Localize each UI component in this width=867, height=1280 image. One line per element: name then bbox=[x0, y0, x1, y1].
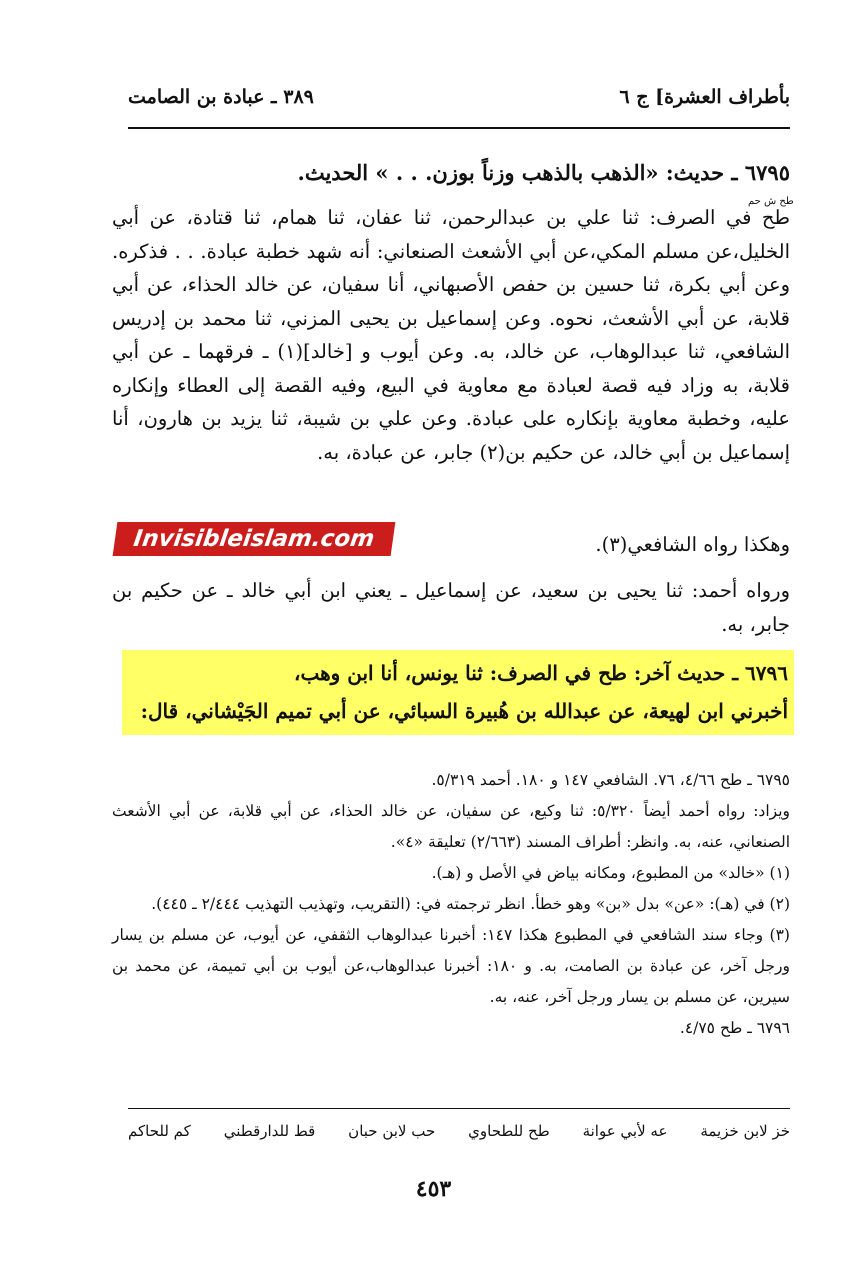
header-rule bbox=[128, 127, 790, 129]
hadith-6796-highlight bbox=[122, 650, 794, 735]
abbreviation-key bbox=[128, 1122, 790, 1140]
header-right: بأطراف العشرة] ج ٦ bbox=[619, 86, 790, 108]
header-left: ٣٨٩ ـ عبادة بن الصامت bbox=[128, 86, 314, 108]
footnote: (٢) في (هـ): «عن» بدل «بن» وهو خطأ. انظر ترجمته في: (التقريب، وتهذيب التهذيب ٢/٤٤٤ ـ ٤٤٥). bbox=[151, 895, 790, 913]
abbreviation-item: طح للطحاوي bbox=[468, 1122, 550, 1140]
page-number: ٤٥٣ bbox=[415, 1176, 452, 1202]
ahmad-paragraph: ورواه أحمد: ثنا يحيى بن سعيد، عن إسماعيل ـ يعني ابن أبي خالد ـ عن حكيم بن جابر، به. bbox=[112, 579, 790, 636]
hadith-6796-line-2: أخبرني ابن لهيعة، عن عبدالله بن هُبيرة السبائي، عن أبي تميم الجَيْشاني، قال: bbox=[140, 699, 788, 723]
shafii-line: وهكذا رواه الشافعي(٣). bbox=[595, 533, 790, 556]
abbreviation-item: حب لابن حبان bbox=[348, 1122, 436, 1140]
footnotes bbox=[112, 765, 790, 1044]
hadith-6795-source-mark: طح ش حم bbox=[748, 196, 794, 207]
footnote: (١) «خالد» من المطبوع، ومكانه بياض في الأصل و (هـ). bbox=[431, 864, 790, 882]
abbreviation-item: كم للحاكم bbox=[128, 1122, 191, 1140]
running-header bbox=[128, 80, 790, 114]
hadith-6795-title: ٦٧٩٥ ـ حديث: «الذهب بالذهب وزناً بوزن. . . » الحديث. bbox=[297, 160, 790, 185]
footnote: ٦٧٩٥ ـ طح ٤/٦٦، ٧٦. الشافعي ١٤٧ و ١٨٠. أحمد ٥/٣١٩. bbox=[431, 771, 790, 789]
footnote: ٦٧٩٦ ـ طح ٤/٧٥. bbox=[679, 1019, 790, 1037]
abbreviation-item: عه لأبي عوانة bbox=[582, 1122, 668, 1140]
watermark-banner: Invisibleislam.com bbox=[113, 522, 396, 556]
abbreviation-item: خز لابن خزيمة bbox=[700, 1122, 790, 1140]
footer-rule bbox=[128, 1108, 790, 1109]
footnote: ويزاد: رواه أحمد أيضاً ٥/٣٢٠: ثنا وكيع، عن سفيان، عن خالد الحذاء، عن أبي قلابة، عن أبي الأشعث الصنعاني، عنه، به. وانظر: أطراف المسند (٢/٦٦٣) تعليقة «٤». bbox=[112, 802, 790, 851]
hadith-6795-body: طح في الصرف: ثنا علي بن عبدالرحمن، ثنا عفان، ثنا همام، ثنا قتادة، عن أبي الخليل،عن مسلم المكي،عن أبي الأشعث الصنعاني: أنه شهد خطبة عبادة. . . فذكره. وعن أبي بكرة، ثنا حسين بن حفص الأصبهاني، أنا سفيان، عن خالد الحذاء، عن أبي قلابة، عن أبي الأشعث، نحوه. وعن إسماعيل بن يحيى المزني، ثنا محمد بن إدريس الشافعي، ثنا عبدالوهاب، عن خالد، به. وعن أيوب و [خالد](١) ـ فرقهما ـ عن أبي قلابة، به وزاد فيه قصة لعبادة مع معاوية في البيع، وفيه القصة إلى العطاء وإنكاره عليه، وخطبة معاوية بإنكاره على عبادة. وعن علي بن شيبة، ثنا يزيد بن هارون، أنا إسماعيل بن أبي خالد، عن حكيم بن(٢) جابر، عن عبادة، به. bbox=[112, 206, 790, 464]
footnote: (٣) وجاء سند الشافعي في المطبوع هكذا ١٤٧: أخبرنا عبدالوهاب الثقفي، عن أيوب، عن مسلم بن يسار ورجل آخر، عن عبادة بن الصامت، به. و ١٨٠: أخبرنا عبدالوهاب،عن أيوب بن أبي تميمة، عن محمد بن سيرين، عن مسلم بن يسار ورجل آخر، عنه، به. bbox=[112, 926, 790, 1006]
hadith-6796-line-1: ٦٧٩٦ ـ حديث آخر: طح في الصرف: ثنا يونس، أنا ابن وهب، bbox=[293, 661, 788, 685]
abbreviation-item: قط للدارقطني bbox=[223, 1122, 316, 1140]
